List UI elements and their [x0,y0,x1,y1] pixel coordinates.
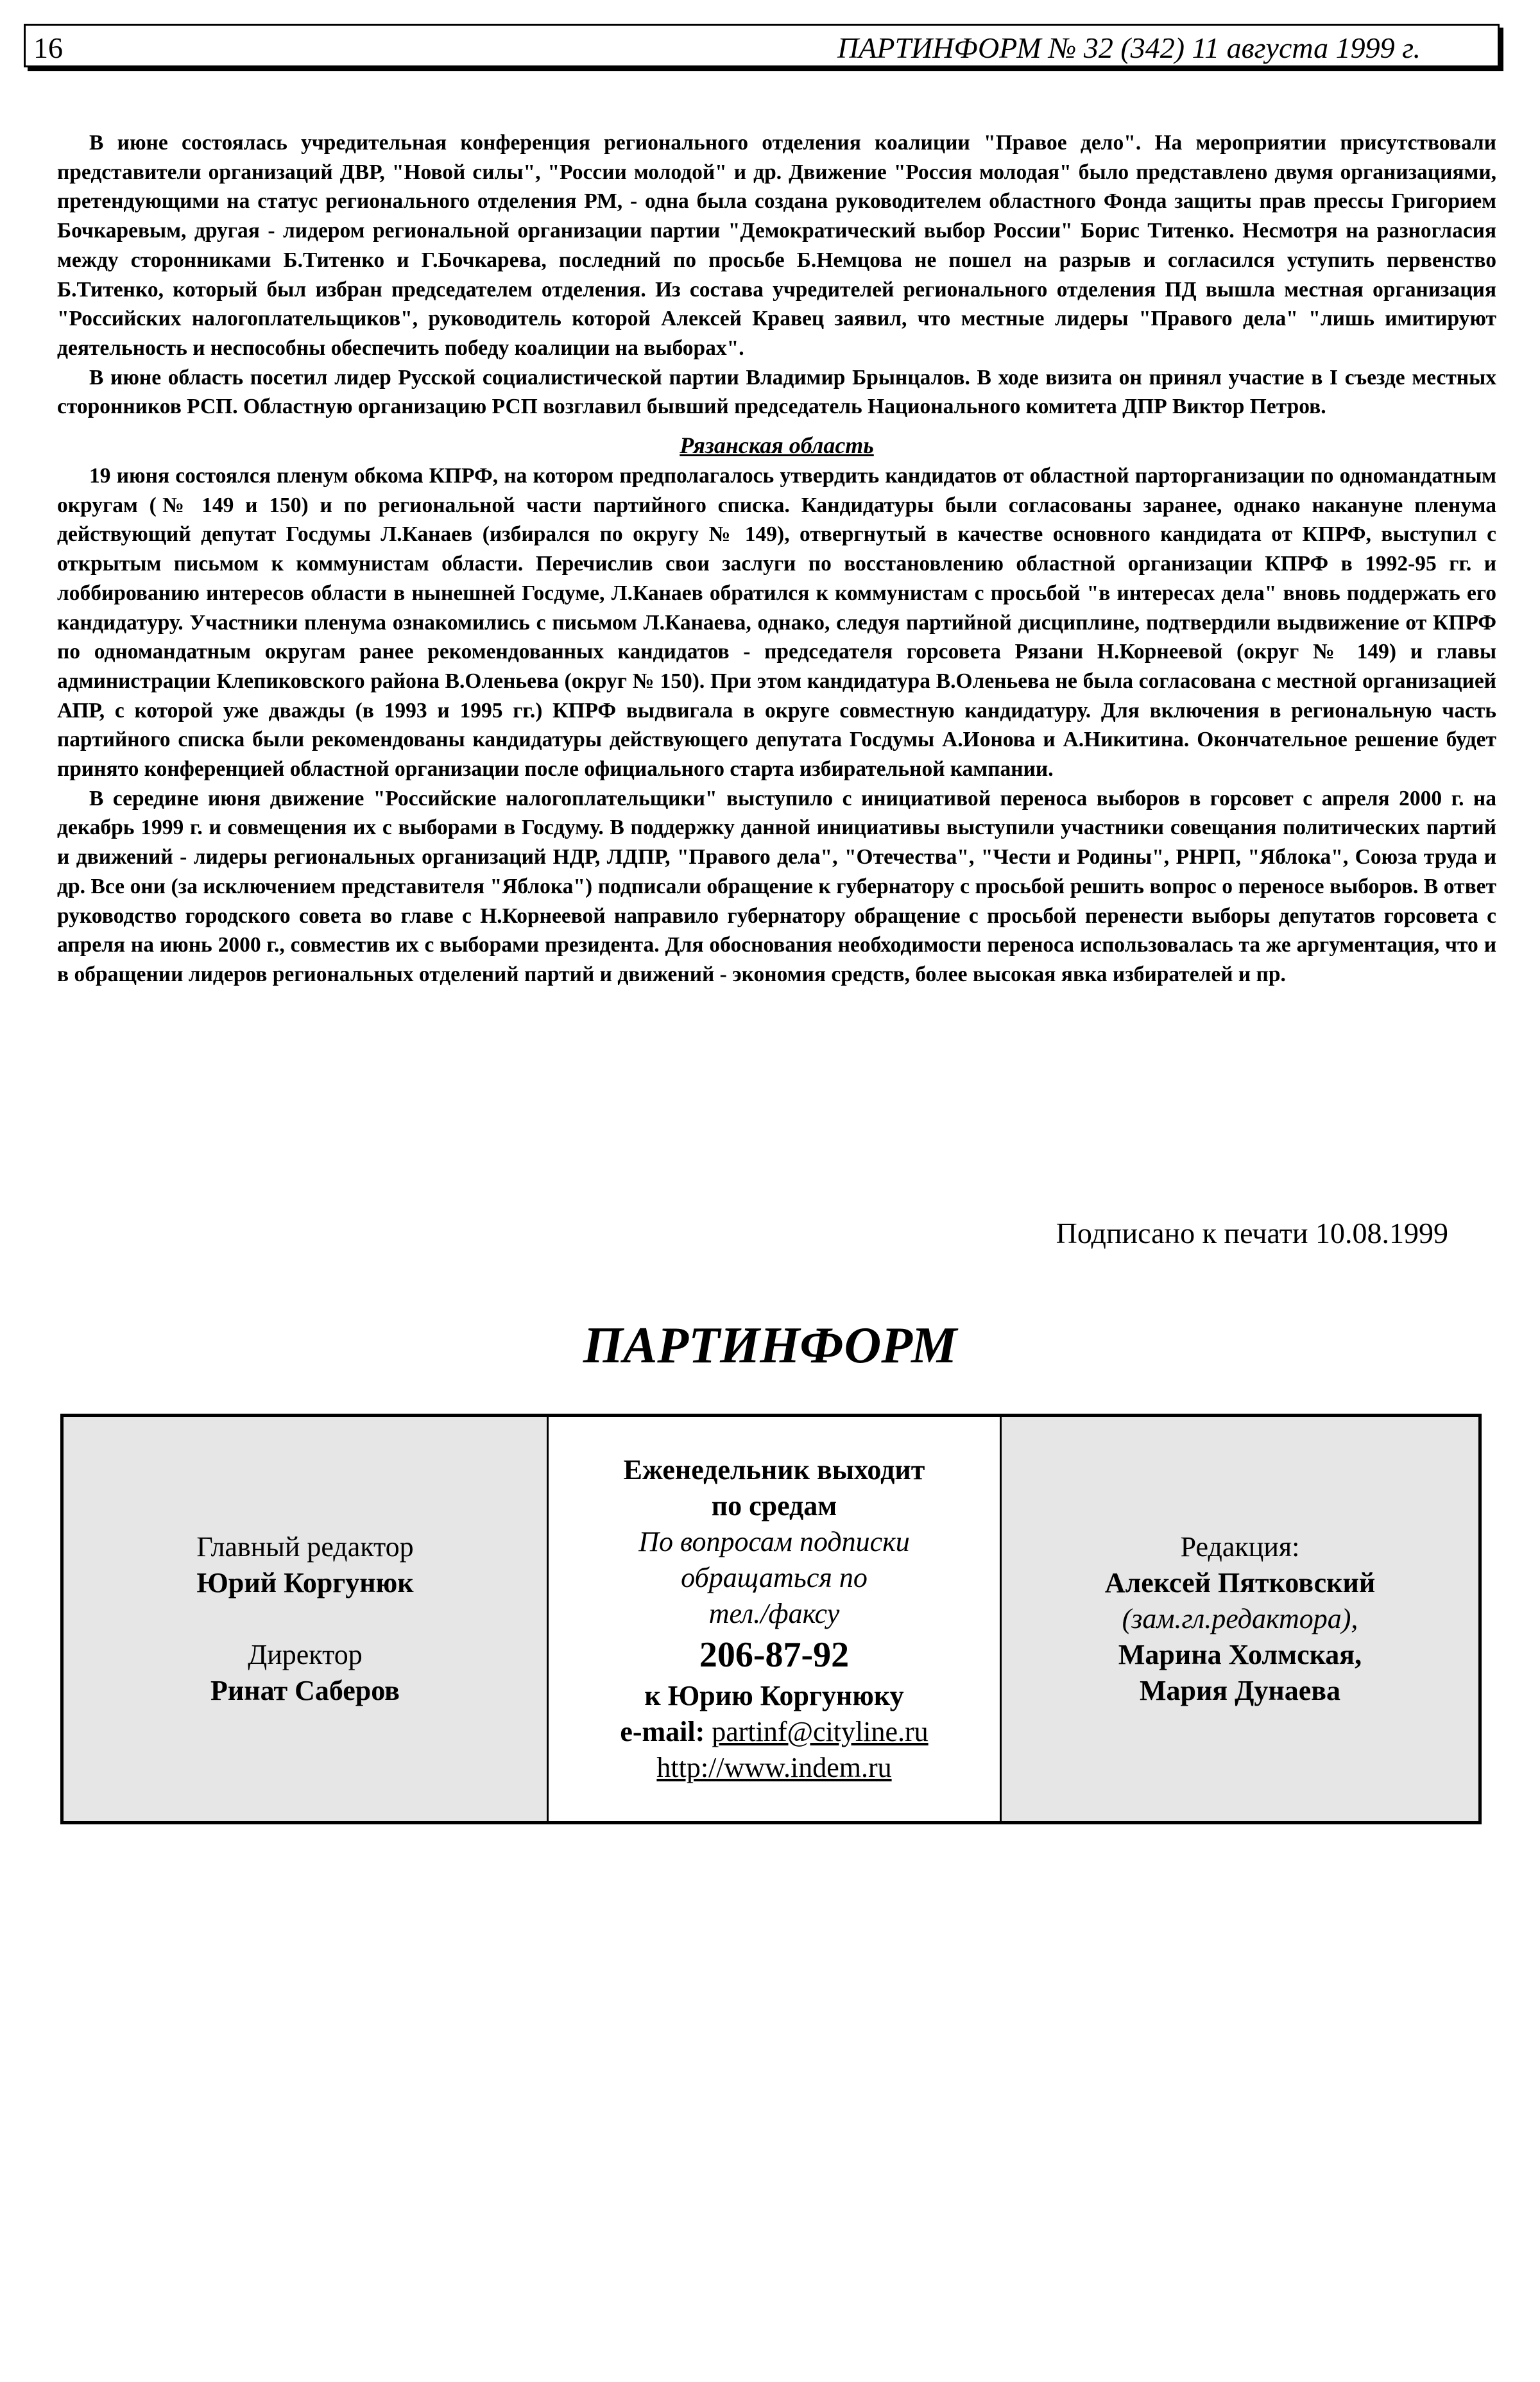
website-link[interactable]: http://www.indem.ru [656,1752,892,1783]
page-number: 16 [33,31,63,64]
phone-number: 206-87-92 [699,1635,850,1675]
contact-person: к Юрию Коргунюку [644,1680,904,1711]
note: (зам.гл.редактора), [1122,1603,1358,1634]
name: Марина Холмская, [1118,1639,1362,1670]
imprint-center [549,1417,1002,1821]
editorial-label: Редакция: [1180,1531,1300,1563]
role: Главный редактор [196,1531,414,1563]
page-header [24,24,1500,67]
imprint-left [64,1417,549,1821]
name: Ринат Саберов [210,1675,400,1706]
email-label: e-mail: [620,1716,705,1747]
subscription-text: тел./факсу [708,1598,840,1629]
article-body [57,128,1496,990]
issue-title: ПАРТИНФОРМ № 32 (342) 11 августа 1999 г. [837,31,1421,64]
paragraph: В середине июня движение "Российские налогоплательщики" выступило с инициативой переноса выборов в горсовет с апреля 2000 г. на декабрь 1999 г. и совмещения их с выборами в Госдуму. В поддержку данной инициативы выступили участники совещания политических партий и движений - лидеры региональных организаций НДР, ЛДПР, "Правого дела", "Отечества", "Чести и Родины", РНРП, "Яблока", Союза труда и др. Все они (за исключением представителя "Яблока") подписали обращение к губернатору с просьбой решить вопрос о переносе выборов. В ответ руководство городского совета во главе с Н.Корнеевой направило губернатору обращение с просьбой перенести выборы депутатов горсовета с апреля на июнь 2000 г., совместив их с выборами президента. Для обоснования необходимости переноса использовалась та же аргументация, что и в обращении лидеров региональных отделений партий и движений - экономия средств, более высокая явка избирателей и пр. [57,786,1496,986]
frequency-text: по средам [711,1490,837,1521]
frequency-text: Еженедельник выходит [623,1454,925,1486]
role: Директор [248,1639,363,1670]
signed-to-print: Подписано к печати 10.08.1999 [1056,1217,1448,1249]
section-title: Рязанская область [680,433,874,459]
subscription-text: По вопросам подписки [638,1526,910,1557]
name: Алексей Пятковский [1104,1567,1376,1598]
paragraph: 19 июня состоялся пленум обкома КПРФ, на котором предполагалось утвердить кандидатов от областной парторганизации по одномандатным округам (№ 149 и 150) и по региональной части партийного списка. Кандидатуры были согласованы заранее, однако накануне пленума действующий депутат Госдумы Л.Канаев (избирался по округу № 149), отвергнутый в качестве основного кандидата от КПРФ, выступил с открытым письмом к коммунистам области. Перечислив свои заслуги по восстановлению областной организации КПРФ в 1992-95 гг. и лоббированию интересов области в нынешней Госдуме, Л.Канаев обратился к коммунистам с просьбой "в интересах дела" вновь поддержать его кандидатуру. Участники пленума ознакомились с письмом Л.Канаева, однако, следуя партийной дисциплине, подтвердили выдвижение от КПРФ по одномандатным округам ранее рекомендованных кандидатов - председателя горсовета Рязани Н.Корнеевой (округ № 149) и главы администрации Клепиковского района В.Оленьева (округ № 150). При этом кандидатура В.Оленьева не была согласована с местной организацией АПР, с которой уже дважды (в 1993 и 1995 гг.) КПРФ выдвигала в округе совместную кандидатуру. Для включения в региональную часть партийного списка были рекомендованы кандидатуры действующего депутата Госдумы А.Ионова и А.Никитина. Окончательное решение будет принято конференцией областной организации после официального старта избирательной кампании. [57,464,1496,782]
name: Мария Дунаева [1139,1675,1341,1706]
masthead: ПАРТИНФОРМ [583,1317,957,1374]
subscription-text: обращаться по [681,1562,868,1593]
imprint-right [1002,1417,1478,1821]
imprint-table [60,1414,1482,1824]
paragraph: В июне область посетил лидер Русской социалистической партии Владимир Брынцалов. В ходе визита он принял участие в I съезде местных сторонников РСП. Областную организацию РСП возглавил бывший председатель Национального комитета ДПР Виктор Петров. [57,365,1496,419]
paragraph: В июне состоялась учредительная конференция регионального отделения коалиции "Правое дело". На мероприятии присутствовали представители организаций ДВР, "Новой силы", "России молодой" и др. Движение "Россия молодая" было представлено двумя организациями, претендующими на статус регионального отделения РМ, - одна была создана руководителем областного Фонда защиты прав прессы Григорием Бочкаревым, другая - лидером региональной организации партии "Демократический выбор России" Борис Титенко. Несмотря на разногласия между сторонниками Б.Титенко и Г.Бочкарева, последний по просьбе Б.Немцова не пошел на разрыв и согласился уступить первенство Б.Титенко, который был избран председателем отделения. Из состава учредителей регионального отделения ПД вышла местная организация "Российских налогоплательщиков", руководитель которой Алексей Кравец заявил, что местные лидеры "Правого дела" "лишь имитируют деятельность и неспособны обеспечить победу коалиции на выборах". [57,131,1496,360]
name: Юрий Коргунюк [196,1567,414,1598]
email-link[interactable]: partinf@cityline.ru [712,1716,928,1747]
